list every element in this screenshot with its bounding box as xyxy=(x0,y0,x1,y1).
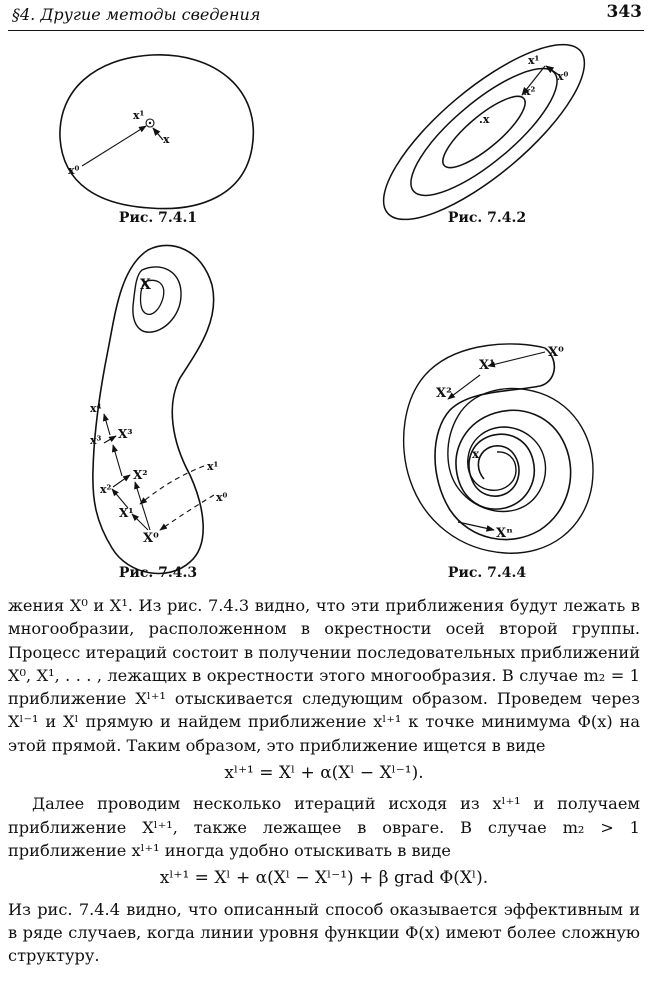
label-x0: x⁰ xyxy=(216,491,228,504)
label-X1: X¹ xyxy=(119,506,134,520)
body-text xyxy=(8,594,640,967)
label-x: x xyxy=(472,447,480,461)
label-x2: x² xyxy=(524,85,536,98)
section-title: §4. Другие методы сведения xyxy=(12,5,261,24)
dashed-arrow-x0 xyxy=(160,495,214,530)
caption-7-4-4: Рис. 7.4.4 xyxy=(447,565,527,581)
label-x0: x⁰ xyxy=(557,70,569,83)
label-x4: x⁴ xyxy=(90,402,102,415)
paragraph-3: Из рис. 7.4.4 видно, что описанный способ оказывается эффективным и в ряде случаев, когда линии уровня функции Φ(x) имеют более сложную структуру. xyxy=(8,899,640,966)
iter-arrow-x3-X3 xyxy=(104,436,116,443)
label-Xn: Xⁿ xyxy=(496,526,513,541)
page-header xyxy=(8,0,644,31)
iter-arrow-X2-X3 xyxy=(113,445,122,476)
label-x1: x¹ xyxy=(133,109,145,122)
label-X1: X¹ xyxy=(479,358,495,373)
figure-7-4-2 xyxy=(360,30,608,246)
ravine-outer-curve xyxy=(93,245,214,573)
iter-arrow-X0-X2 xyxy=(135,482,150,530)
label-X3: X³ xyxy=(118,427,133,441)
caption-7-4-1: Рис. 7.4.1 xyxy=(118,210,198,226)
iter-arrow-X3-x4 xyxy=(104,414,110,435)
label-x1: x¹ xyxy=(528,54,540,67)
label-X2: X² xyxy=(436,386,452,401)
label-X-min: X xyxy=(140,277,151,293)
paragraph-2: Далее проводим несколько итераций исходя из xˡ⁺¹ и получаем приближение Xˡ⁺¹, также лежащее в овраге. В случае m₂ > 1 приближение xˡ⁺¹ иногда удобно отыскивать в виде xyxy=(8,794,640,860)
descent-arrow xyxy=(82,126,146,166)
formula-1: xˡ⁺¹ = Xˡ + α(Xˡ − Xˡ⁻¹). xyxy=(224,763,424,784)
label-X0: X⁰ xyxy=(143,531,159,546)
minimum-dot xyxy=(149,122,151,124)
spiral-outer-curve xyxy=(435,348,571,540)
figure-7-4-4 xyxy=(404,344,593,581)
label-X2: X² xyxy=(133,468,148,482)
caption-7-4-3: Рис. 7.4.3 xyxy=(118,565,198,581)
spiral-arrow-Xn xyxy=(458,522,494,530)
label-x0: x⁰ xyxy=(68,164,80,177)
formula-2: xˡ⁺¹ = Xˡ + α(Xˡ − Xˡ⁻¹) + β grad Φ(Xˡ). xyxy=(159,868,489,889)
iter-arrow-x2-X2 xyxy=(113,475,130,487)
level-curve-inner xyxy=(434,86,534,177)
label-x2: x² xyxy=(100,483,112,496)
spiral-arrow-X1-X2 xyxy=(448,375,480,399)
label-x3: x³ xyxy=(90,434,102,447)
label-X0: X⁰ xyxy=(548,345,564,360)
paragraph-1: жения X⁰ и X¹. Из рис. 7.4.3 видно, что эти приближения будут лежать в многообразии, расположенном в окрестности осей второй группы. Процесс итераций состоит в получении последовательных приближений X⁰, X¹, . . . , лежащих в окрестности этого многообразия. В случае m₂ = 1 приближение Xˡ⁺¹ отыскивается следующим образом. Проведем через Xˡ⁻¹ и Xˡ прямую и найдем приближение xˡ⁺¹ к точке минимума Φ(x) на этой прямой. Таким образом, это приближение ищется в виде xyxy=(8,596,640,755)
spiral-inner-curve xyxy=(404,344,593,553)
label-x1-right: x¹ xyxy=(207,460,219,473)
label-x: x xyxy=(163,133,170,146)
page-number: 343 xyxy=(606,2,642,22)
figure-7-4-1 xyxy=(60,55,253,226)
spiral-arrow-X0-X1 xyxy=(488,352,545,366)
figure-7-4-3 xyxy=(90,245,228,581)
x-arrow xyxy=(153,128,163,140)
label-x: .x xyxy=(479,113,490,126)
figures-area xyxy=(0,30,652,590)
caption-7-4-2: Рис. 7.4.2 xyxy=(447,210,527,226)
